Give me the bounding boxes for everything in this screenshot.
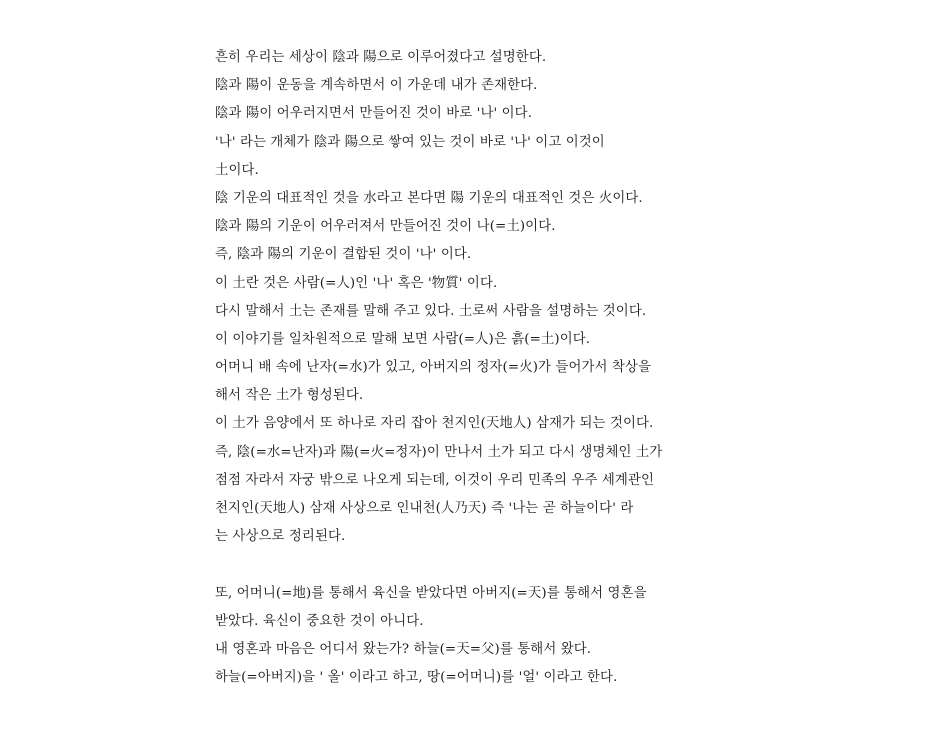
text-line: 는 사상으로 정리된다. xyxy=(215,529,346,545)
text-line: 다시 말해서 土는 존재를 말해 주고 있다. 土로써 사람을 설명하는 것이다. xyxy=(215,303,647,319)
text-line: 또, 어머니(=地)를 통해서 육신을 받았다면 아버지(=天)를 통해서 영혼을 xyxy=(215,585,647,601)
text-line: 흔히 우리는 세상이 陰과 陽으로 이루어졌다고 설명한다. xyxy=(215,50,547,65)
text-line: 어머니 배 속에 난자(=水)가 있고, 아버지의 정자(=火)가 들어가서 착상을 xyxy=(215,360,652,376)
text-line: 土이다. xyxy=(215,162,259,178)
text-line: 받았다. 육신이 중요한 것이 아니다. xyxy=(215,613,424,629)
text-line: 陰과 陽이 운동을 계속하면서 이 가운데 내가 존재한다. xyxy=(215,78,538,94)
text-line: 즉, 陰(=水=난자)과 陽(=火=정자)이 만나서 土가 되고 다시 생명체인 土가 xyxy=(215,444,663,460)
paragraph-gap xyxy=(215,551,725,579)
text-line: 내 영혼과 마음은 어디서 왔는가? 하늘(=天=父)를 통해서 왔다. xyxy=(215,641,592,657)
text-line: 즉, 陰과 陽의 기운이 결합된 것이 '나' 이다. xyxy=(215,247,472,263)
paragraph-2 xyxy=(215,580,725,693)
paragraph-1 xyxy=(215,44,725,551)
text-line: 점점 자라서 자궁 밖으로 나오게 되는데, 이것이 우리 민족의 우주 세계관인 xyxy=(215,472,654,488)
text-line: 하늘(=아버지)을 ' 올' 이라고 하고, 땅(=어머니)를 '얼' 이라고 한다. xyxy=(215,670,618,686)
text-line: 이 이야기를 일차원적으로 말해 보면 사람(=人)은 흙(=土)이다. xyxy=(215,331,591,347)
text-line: 해서 작은 土가 형성된다. xyxy=(215,388,364,404)
text-line: 이 土가 음양에서 또 하나로 자리 잡아 천지인(天地人) 삼재가 되는 것이다. xyxy=(215,416,654,432)
document-body xyxy=(215,44,725,692)
text-line: 이 土란 것은 사람(=人)인 '나' 혹은 '物質' 이다. xyxy=(215,275,498,291)
text-line: 천지인(天地人) 삼재 사상으로 인내천(人乃天) 즉 '나는 곧 하늘이다' 라 xyxy=(215,501,634,516)
text-line: '나' 라는 개체가 陰과 陽으로 쌓여 있는 것이 바로 '나' 이고 이것이 xyxy=(215,134,605,150)
text-line: 陰과 陽의 기운이 어우러져서 만들어진 것이 나(=土)이다. xyxy=(215,219,556,235)
text-line: 陰과 陽이 어우러지면서 만들어진 것이 바로 '나' 이다. xyxy=(215,106,533,122)
text-line: 陰 기운의 대표적인 것을 水라고 본다면 陽 기운의 대표적인 것은 火이다. xyxy=(215,190,643,206)
